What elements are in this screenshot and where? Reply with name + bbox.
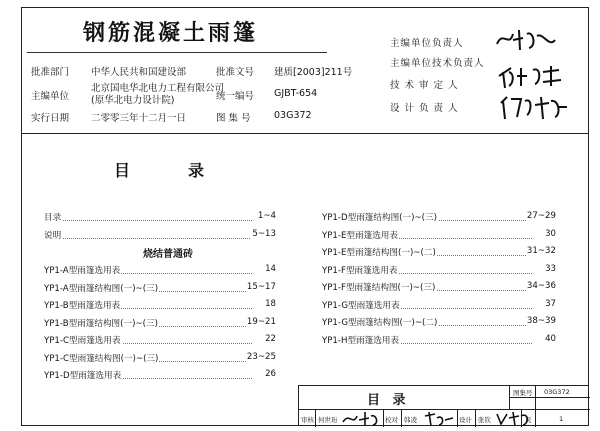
page-label: 页 xyxy=(525,416,532,424)
effective-date-value: 二零零三年十二月一日 xyxy=(91,113,187,124)
toc-row-label: YP1-F型雨篷结构图(一)~(三) xyxy=(322,283,436,293)
toc-row[interactable] xyxy=(44,352,276,370)
title-block-atlas-value: 03G372 xyxy=(544,388,570,396)
editor-unit-line-1: 北京国电华北电力工程有限公司 xyxy=(91,83,225,94)
toc-right-column xyxy=(322,211,556,351)
atlas-no-value: 03G372 xyxy=(274,110,312,121)
toc-row[interactable] xyxy=(322,264,556,282)
toc-row-label: YP1-E型雨篷选用表 xyxy=(322,230,398,241)
toc-row-page: 40 xyxy=(545,333,556,344)
toc-row-label: YP1-D型雨篷结构图(一)~(三) xyxy=(322,213,437,223)
toc-row-page: 22 xyxy=(265,334,276,344)
document-title: 钢筋混凝土雨篷 xyxy=(83,21,259,46)
editor-unit-label: 主编单位 xyxy=(31,91,70,102)
unified-no-value: GJBT-654 xyxy=(274,88,318,99)
toc-row[interactable] xyxy=(322,281,556,299)
toc-row-label: YP1-H型雨篷选用表 xyxy=(322,335,400,346)
toc-row[interactable] xyxy=(322,211,556,229)
proofreader-signature-icon xyxy=(423,410,455,427)
effective-date-label: 实行日期 xyxy=(31,113,70,124)
toc-row-page: 38~39 xyxy=(526,316,556,326)
toc-row-label: YP1-A型雨篷选用表 xyxy=(44,266,121,276)
title-rule xyxy=(27,52,327,53)
page-number: 1 xyxy=(559,415,564,423)
responsible-tech-chief: 主编单位技术负责人 xyxy=(390,58,485,69)
contents-heading-left: 目 xyxy=(114,161,131,180)
toc-row-page: 34~36 xyxy=(526,281,556,291)
toc-row[interactable] xyxy=(44,369,276,387)
toc-row-label: YP1-B型雨篷选用表 xyxy=(44,301,121,311)
atlas-no-label: 图 集 号 xyxy=(216,113,251,124)
toc-row-label: YP1-E型雨篷结构图(一)~(二) xyxy=(322,248,436,258)
toc-row-label: YP1-G型雨篷结构图(一)~(二) xyxy=(322,318,438,328)
editor-unit-value xyxy=(91,83,224,107)
toc-row[interactable] xyxy=(44,229,276,247)
contents-heading-right: 录 xyxy=(188,161,205,180)
toc-row-page: 15~17 xyxy=(246,281,276,292)
toc-row-page: 27~29 xyxy=(526,211,556,221)
toc-row-label: YP1-B型雨篷结构图(一)~(三) xyxy=(44,318,158,329)
toc-row-label: 目录 xyxy=(44,213,62,223)
title-block-atlas-label: 图集号 xyxy=(513,389,533,397)
approval-dept-label: 批准部门 xyxy=(31,67,70,78)
toc-row-label: YP1-D型雨篷选用表 xyxy=(44,371,122,381)
responsible-tech-reviewer: 技 术 审 定 人 xyxy=(390,80,459,91)
toc-row[interactable] xyxy=(44,282,276,300)
approval-dept-value: 中华人民共和国建设部 xyxy=(91,67,187,78)
signature-2-icon xyxy=(495,62,565,90)
toc-row[interactable] xyxy=(44,334,276,352)
title-block xyxy=(298,385,589,426)
toc-row-label: YP1-F型雨篷选用表 xyxy=(322,265,398,276)
toc-row-page: 26 xyxy=(265,369,276,379)
approval-doc-value: 建质[2003]211号 xyxy=(274,67,353,78)
toc-row[interactable] xyxy=(322,229,556,247)
toc-row-label: YP1-A型雨篷结构图(一)~(三) xyxy=(44,283,159,294)
sheet-title: 目 录 xyxy=(367,393,410,408)
toc-row-page: 31~32 xyxy=(526,246,556,256)
responsible-chief-editor: 主编单位负责人 xyxy=(390,38,464,49)
responsible-design-lead: 设 计 负 责 人 xyxy=(390,103,459,114)
toc-row[interactable] xyxy=(44,317,276,335)
review-label: 审核 xyxy=(301,416,314,424)
toc-row-page: 37 xyxy=(545,298,556,309)
toc-row[interactable] xyxy=(322,246,556,264)
unified-no-label: 统一编号 xyxy=(216,91,255,102)
reviewer-signature-icon xyxy=(341,410,381,427)
toc-row-label: YP1-C型雨篷选用表 xyxy=(44,336,121,346)
design-label: 设计 xyxy=(459,416,472,424)
editor-unit-line-2: (原华北电力设计院) xyxy=(91,95,175,106)
toc-row[interactable] xyxy=(44,211,276,229)
signature-1-icon xyxy=(493,26,559,52)
toc-row-label: YP1-G型雨篷选用表 xyxy=(322,300,400,311)
approval-doc-label: 批准文号 xyxy=(216,67,255,78)
section-divider xyxy=(21,133,589,134)
signature-3-icon xyxy=(497,93,569,121)
toc-row-page: 30 xyxy=(545,228,556,239)
toc-row[interactable] xyxy=(322,334,556,352)
toc-row[interactable] xyxy=(44,299,276,317)
toc-row-page: 33 xyxy=(545,263,556,274)
designer-name: 张钦 xyxy=(478,416,491,424)
toc-section-title: 烧结普通砖 xyxy=(143,249,193,260)
toc-row-page: 14 xyxy=(265,264,276,274)
toc-left-column xyxy=(44,211,276,387)
toc-row-page: 23~25 xyxy=(246,351,276,362)
toc-row[interactable] xyxy=(44,264,276,282)
toc-row-page: 5~13 xyxy=(252,228,276,239)
toc-row-page: 1~4 xyxy=(257,211,276,221)
toc-row[interactable] xyxy=(322,316,556,334)
toc-row-page: 18 xyxy=(265,299,276,309)
proofreader-name: 韩凌 xyxy=(404,416,417,424)
toc-row-label: 说明 xyxy=(44,230,62,241)
toc-row[interactable] xyxy=(322,299,556,317)
proofread-label: 校对 xyxy=(385,416,398,424)
toc-row-page: 19~21 xyxy=(246,316,276,327)
reviewer-name: 何世珩 xyxy=(318,416,338,424)
toc-row-label: YP1-C型雨篷结构图(一)~(三) xyxy=(44,353,159,364)
